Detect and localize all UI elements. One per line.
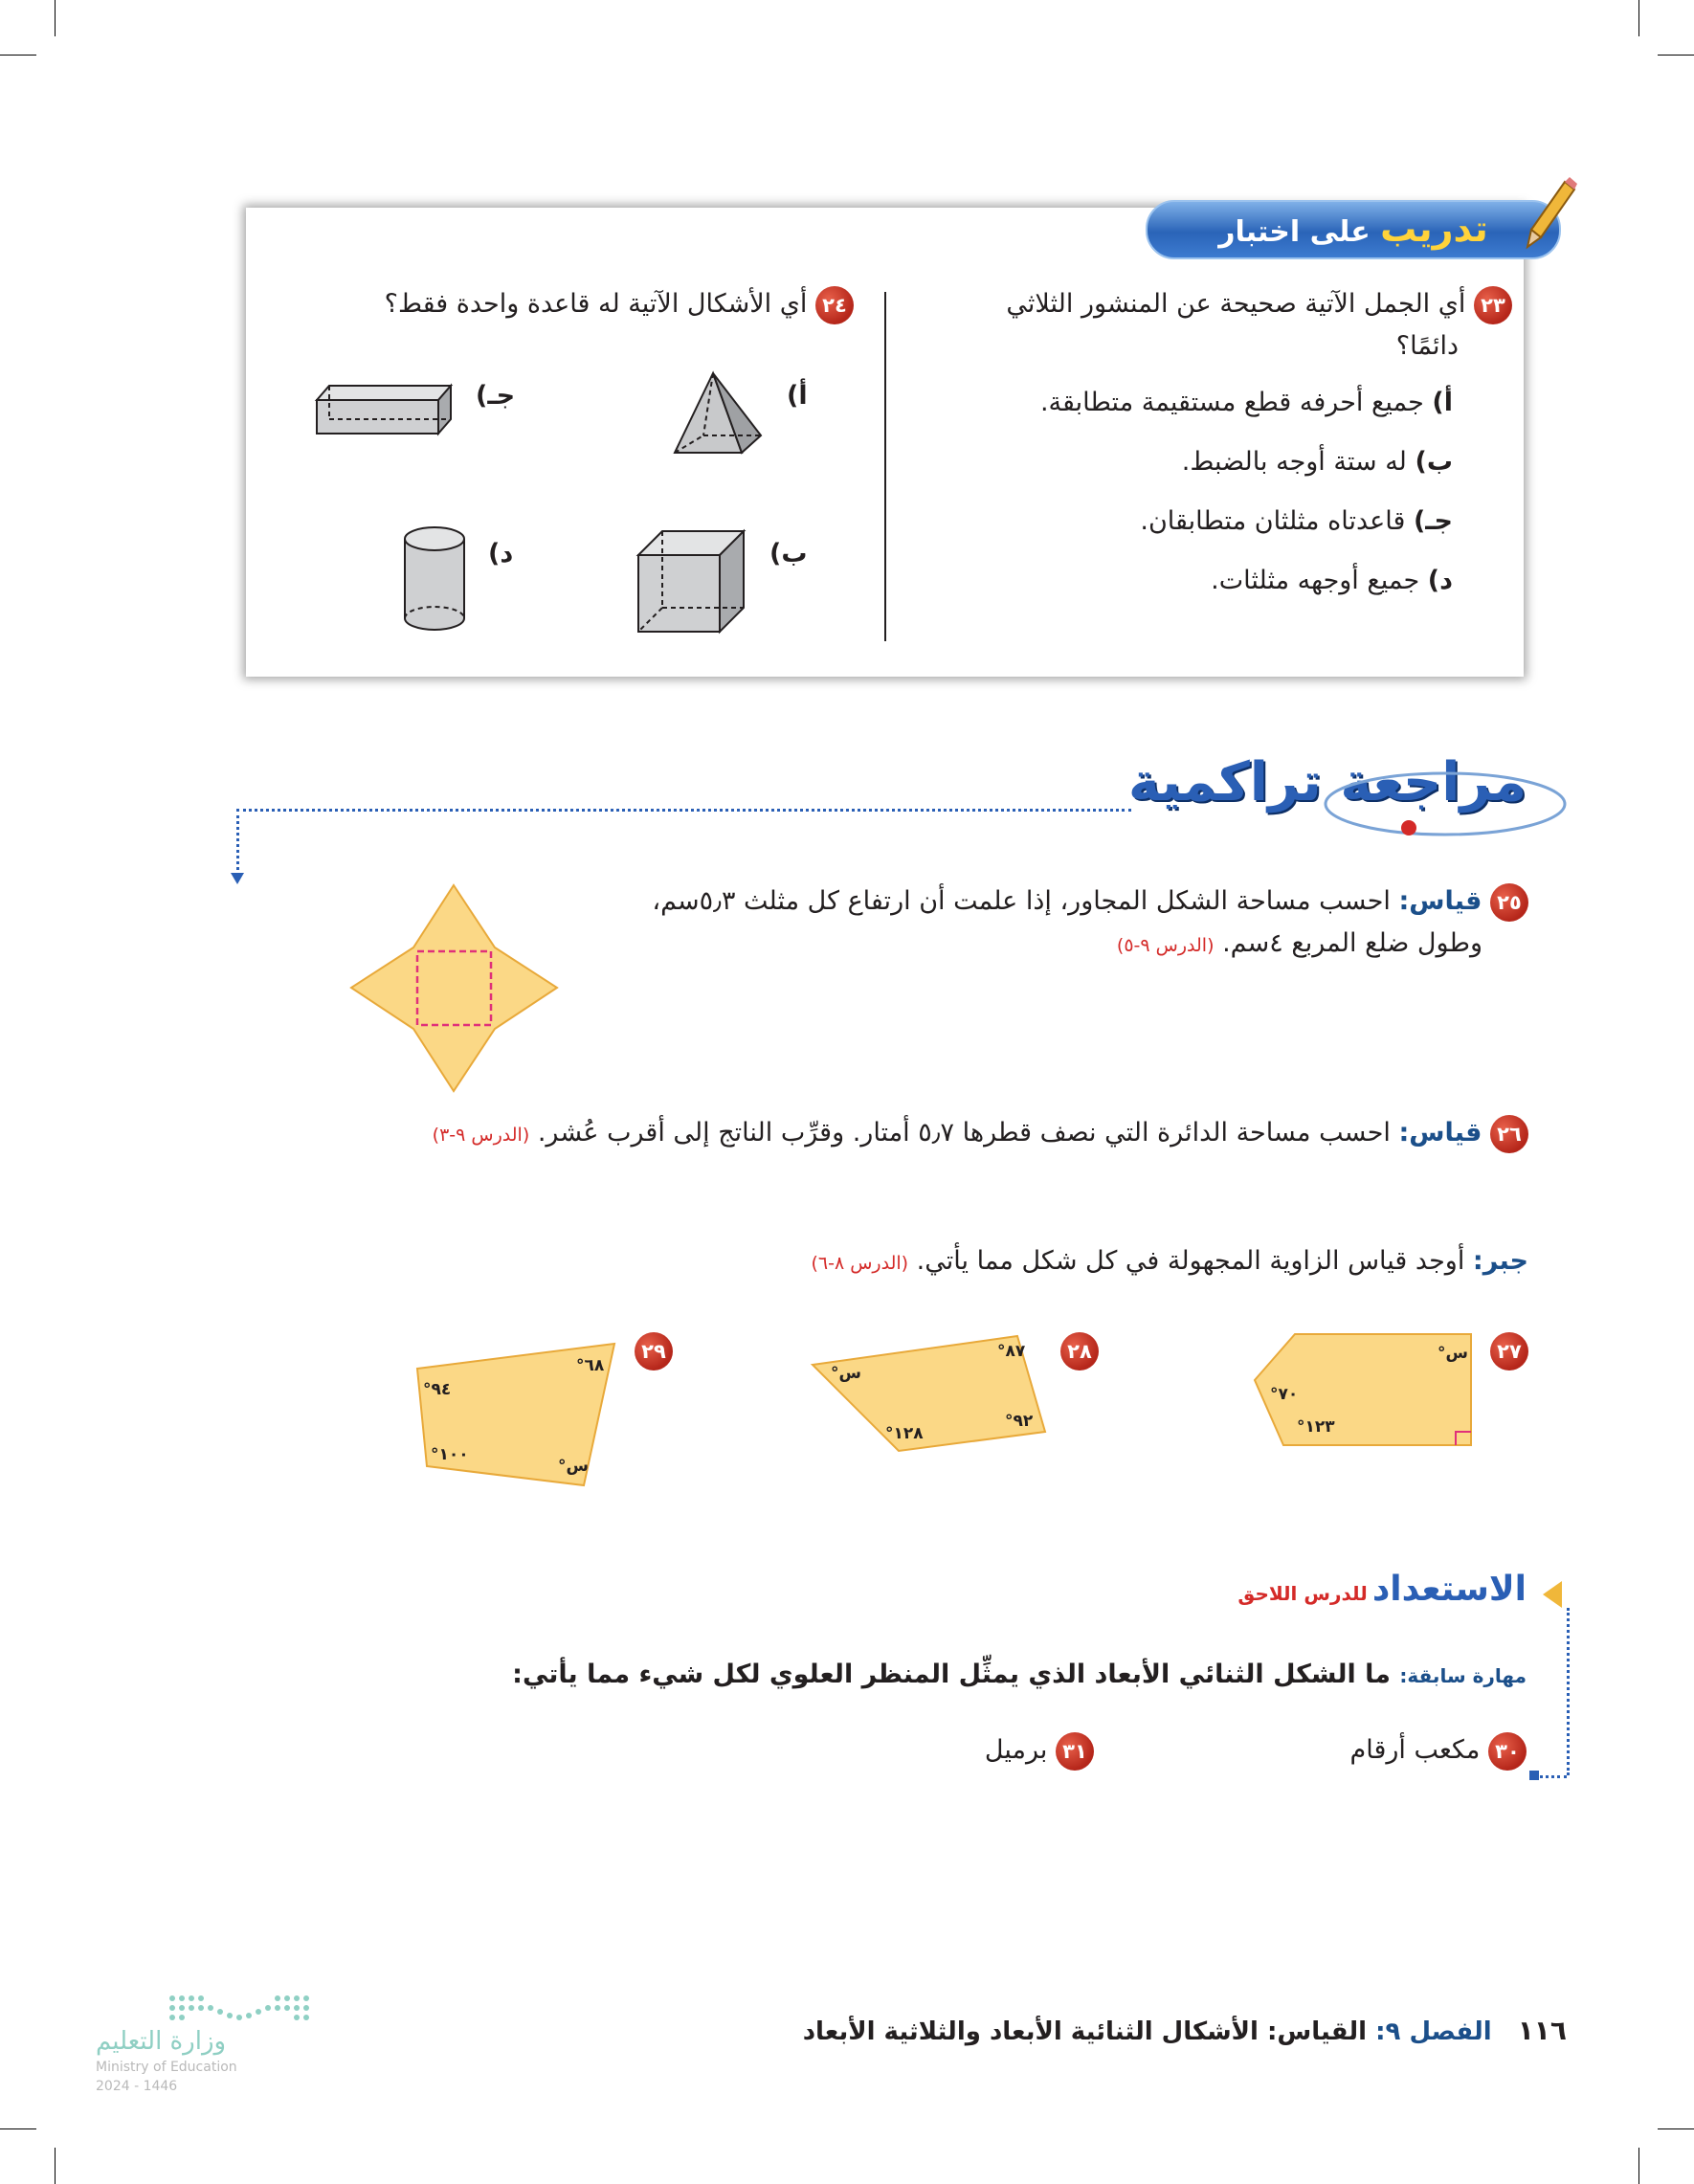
keyword: قياس: bbox=[1398, 1118, 1482, 1148]
prep-subtitle: للدرس اللاحق bbox=[1237, 1582, 1368, 1605]
option-text: جميع أحرفه قطع مستقيمة متطابقة. bbox=[1039, 388, 1424, 417]
prep-title bbox=[1237, 1570, 1527, 1609]
option-b[interactable] bbox=[976, 433, 1453, 492]
banner-title-part1: تدريب bbox=[1380, 208, 1488, 250]
banner-title-part2: على اختبار bbox=[1218, 215, 1371, 249]
test-prep-banner bbox=[1146, 200, 1561, 259]
question-number: ٢٤ bbox=[815, 286, 854, 324]
question-number: ٣٠ bbox=[1488, 1732, 1527, 1771]
crop-mark bbox=[55, 0, 56, 36]
rectangular-prism-icon bbox=[312, 381, 456, 438]
orbit-icon bbox=[1321, 756, 1570, 852]
crop-mark bbox=[0, 2128, 36, 2129]
question-number-29: ٢٩ bbox=[635, 1332, 673, 1371]
angle-label: ١٢٨° bbox=[885, 1424, 924, 1443]
pyramid-icon bbox=[670, 368, 766, 459]
square-marker-icon bbox=[1529, 1771, 1539, 1780]
question-text-cont: دائمًا؟ bbox=[1395, 331, 1459, 361]
angle-label: ٨٧° bbox=[997, 1342, 1026, 1361]
dotted-guide bbox=[236, 809, 1131, 812]
angle-label: ٩٤° bbox=[423, 1380, 452, 1399]
question-24 bbox=[356, 283, 854, 325]
question-31 bbox=[985, 1729, 1094, 1772]
angle-label: ٩٢° bbox=[1005, 1412, 1034, 1431]
question-text: احسب مساحة الدائرة التي نصف قطرها ٥٫٧ أمتار. وقرِّب الناتج إلى أقرب عُشر. bbox=[537, 1118, 1391, 1148]
option-c[interactable] bbox=[976, 492, 1453, 551]
angle-label: ١٠٠° bbox=[431, 1445, 469, 1464]
page-number: ١١٦ bbox=[1517, 2015, 1567, 2046]
question-26 bbox=[189, 1112, 1528, 1156]
crop-mark bbox=[0, 55, 36, 56]
prep-title-main: الاستعداد bbox=[1371, 1570, 1527, 1609]
ministry-name-en: Ministry of Education bbox=[96, 2060, 237, 2075]
chapter-label: الفصل ٩: bbox=[1375, 2017, 1492, 2046]
angle-label: س° bbox=[558, 1457, 589, 1476]
question-25 bbox=[571, 880, 1528, 967]
crop-mark bbox=[1638, 0, 1639, 36]
triangle-marker-icon bbox=[1543, 1581, 1562, 1608]
question-number: ٢٣ bbox=[1474, 286, 1512, 324]
question-text: برميل bbox=[984, 1735, 1048, 1765]
lesson-ref: (الدرس ٩-٥) bbox=[1116, 935, 1215, 956]
question-number: ٢٥ bbox=[1490, 883, 1528, 922]
lesson-ref: (الدرس ٩-٣) bbox=[432, 1125, 530, 1146]
option-d[interactable] bbox=[976, 551, 1453, 611]
angle-label: ٧٠° bbox=[1270, 1385, 1299, 1404]
option-label: د) bbox=[1427, 566, 1453, 595]
chapter-title: القياس: الأشكال الثنائية الأبعاد والثلاثية الأبعاد bbox=[802, 2017, 1368, 2046]
option-b[interactable]: ب) bbox=[769, 539, 808, 568]
square-with-triangles-figure bbox=[346, 880, 562, 1096]
question-text: مكعب أرقام bbox=[1349, 1735, 1481, 1765]
crop-mark bbox=[1638, 2148, 1639, 2184]
option-a[interactable]: أ) bbox=[787, 381, 808, 411]
footer bbox=[803, 2015, 1567, 2046]
option-text: قاعدتاه مثلثان متطابقان. bbox=[1140, 506, 1406, 536]
option-a[interactable] bbox=[976, 373, 1453, 433]
review-title: مراجعة تراكمية bbox=[1127, 751, 1527, 813]
keyword: جبر: bbox=[1472, 1246, 1528, 1276]
question-number-27: ٢٧ bbox=[1490, 1332, 1528, 1371]
cube-icon bbox=[634, 526, 753, 636]
algebra-instruction bbox=[476, 1240, 1528, 1284]
option-d[interactable]: د) bbox=[488, 539, 514, 568]
prep-dotted-guide bbox=[1567, 1608, 1570, 1775]
option-label: ب) bbox=[1415, 447, 1453, 477]
keyword: قياس: bbox=[1398, 886, 1482, 916]
question-23 bbox=[976, 283, 1512, 611]
option-label: أ) bbox=[1432, 388, 1453, 417]
ministry-logo-icon bbox=[163, 1991, 316, 2029]
pencil-icon bbox=[1522, 172, 1579, 258]
angle-label: ١٢٣° bbox=[1297, 1417, 1335, 1437]
skill-label: مهارة سابقة: bbox=[1399, 1664, 1527, 1687]
option-text: له ستة أوجه بالضبط. bbox=[1181, 447, 1407, 477]
angle-label: س° bbox=[831, 1364, 861, 1383]
crop-mark bbox=[1658, 2128, 1694, 2129]
cylinder-icon bbox=[400, 524, 469, 635]
question-text: أي الأشكال الآتية له قاعدة واحدة فقط؟ bbox=[384, 289, 808, 319]
angle-label: س° bbox=[1438, 1344, 1468, 1363]
prep-skill bbox=[378, 1654, 1527, 1697]
question-text-cont: وطول ضلع المربع ٤سم. bbox=[1222, 928, 1482, 958]
box-divider bbox=[884, 292, 886, 641]
question-number: ٢٦ bbox=[1490, 1115, 1528, 1153]
year-label: 2024 - 1446 bbox=[96, 2079, 178, 2094]
arrow-down-icon bbox=[231, 873, 244, 884]
dotted-guide bbox=[236, 809, 239, 876]
question-number-28: ٢٨ bbox=[1060, 1332, 1099, 1371]
option-text: جميع أوجهه مثلثات. bbox=[1211, 566, 1420, 595]
ministry-name-ar: وزارة التعليم bbox=[96, 2027, 227, 2056]
question-number: ٣١ bbox=[1056, 1732, 1094, 1771]
skill-text: ما الشكل الثنائي الأبعاد الذي يمثِّل المنظر العلوي لكل شيء مما يأتي: bbox=[512, 1660, 1391, 1689]
lesson-ref: (الدرس ٨-٦) bbox=[811, 1253, 909, 1274]
option-label: جـ) bbox=[1413, 506, 1453, 536]
question-30 bbox=[1350, 1729, 1527, 1772]
crop-mark bbox=[55, 2148, 56, 2184]
question-text: أي الجمل الآتية صحيحة عن المنشور الثلاثي bbox=[1006, 289, 1466, 319]
question-text: احسب مساحة الشكل المجاور، إذا علمت أن ارتفاع كل مثلث ٥٫٣سم، bbox=[652, 886, 1391, 916]
crop-mark bbox=[1658, 55, 1694, 56]
option-c[interactable]: جـ) bbox=[476, 381, 516, 411]
instruction-text: أوجد قياس الزاوية المجهولة في كل شكل مما يأتي. bbox=[916, 1246, 1465, 1276]
angle-label: ٦٨° bbox=[576, 1356, 605, 1375]
